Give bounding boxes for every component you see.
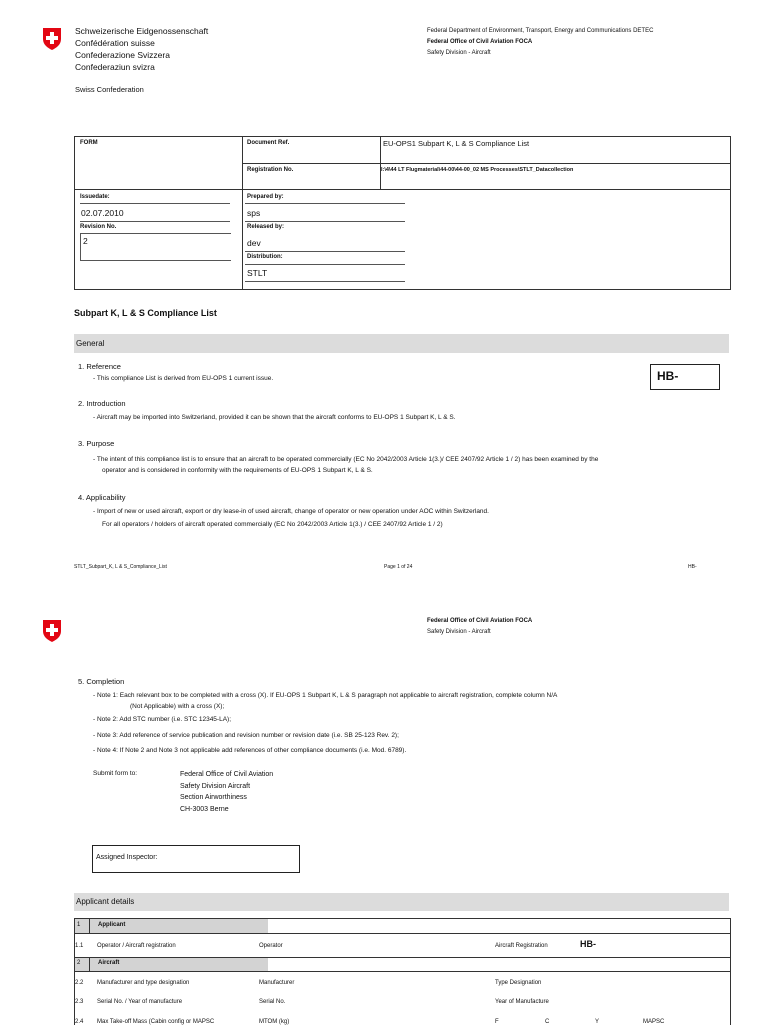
purpose-text-2: operator and is considered in conformity with the requirements of EU-OPS 1 Subpart K, L & S. xyxy=(102,467,373,474)
regno-value: I:\4\44 LT Flugmaterial\44-00\44-00_02 MS Processes\STLT_Datacollection xyxy=(381,167,574,173)
regno-label: Registration No. xyxy=(247,167,294,173)
note-1b: (Not Applicable) with a cross (X); xyxy=(130,703,225,710)
row-2-number: 2 xyxy=(77,960,81,966)
row-2-4-c: C xyxy=(545,1019,550,1025)
issuedate-label: Issuedate: xyxy=(80,194,110,200)
applicant-details-label: Applicant details xyxy=(76,897,135,906)
hb-registration-text: HB- xyxy=(657,369,679,383)
revision-field[interactable] xyxy=(80,233,231,261)
introduction-text: - Aircraft may be imported into Switzerland, provided it can be shown that the aircraft conforms to EU-OPS 1 Subpart K, L & S. xyxy=(93,414,456,421)
confederation-names xyxy=(75,25,208,73)
agency-header-page2 xyxy=(427,616,532,638)
note-4: - Note 4: If Note 2 and Note 3 not applicable add references of other compliance documents (i.e. Mod. 6789). xyxy=(93,747,407,754)
page-title: Subpart K, L & S Compliance List xyxy=(74,308,217,318)
department-name: Federal Department of Environment, Transport, Energy and Communications DETEC xyxy=(427,28,654,34)
assigned-inspector-label: Assigned Inspector: xyxy=(96,854,158,861)
purpose-heading: 3. Purpose xyxy=(78,439,115,448)
row-1-1-number: 1.1 xyxy=(75,943,84,949)
general-bar-label: General xyxy=(76,339,105,348)
revision-value: 2 xyxy=(83,236,88,246)
row-2-3-serial: Serial No. xyxy=(259,999,286,1005)
completion-heading: 5. Completion xyxy=(78,677,125,686)
docref-label: Document Ref. xyxy=(247,140,290,146)
row-2-2-manufacturer: Manufacturer xyxy=(259,980,295,986)
released-value: dev xyxy=(247,238,261,248)
applicant-details-bar xyxy=(74,893,729,911)
confed-line-it: Confederazione Svizzera xyxy=(75,50,170,60)
row-2-4-number: 2.4 xyxy=(75,1019,84,1025)
confed-line-rm: Confederaziun svizra xyxy=(75,62,155,72)
footer-registration: HB- xyxy=(688,564,697,570)
row-1-1-hb: HB- xyxy=(580,939,596,949)
footer-filename: STLT_Subpart_K, L & S_Compliance_List xyxy=(74,564,167,570)
issuedate-value: 02.07.2010 xyxy=(81,208,124,218)
note-2: - Note 2: Add STC number (i.e. STC 12345-LA); xyxy=(93,716,232,723)
prepared-label: Prepared by: xyxy=(247,194,284,200)
confed-line-fr: Confédération suisse xyxy=(75,38,155,48)
form-table xyxy=(74,136,731,290)
division-name: Safety Division - Aircraft xyxy=(427,50,491,56)
released-label: Released by: xyxy=(247,224,285,230)
address-line-4: CH-3003 Berne xyxy=(180,805,229,813)
applicability-text-2: For all operators / holders of aircraft operated commercially (EC No 2042/2003 Article 1(3.) / CEE 2407/92 Article 1 / 2) xyxy=(102,521,443,528)
row-1-1-operator: Operator xyxy=(259,943,283,949)
docref-value: EU-OPS1 Subpart K, L & S Compliance List xyxy=(383,139,530,148)
address-line-2: Safety Division Aircraft xyxy=(180,782,251,790)
applicability-heading: 4. Applicability xyxy=(78,493,126,502)
form-label: FORM xyxy=(80,140,98,146)
swiss-shield-icon xyxy=(42,27,62,51)
row-2-2-type-designation: Type Designation xyxy=(495,980,542,986)
submit-address xyxy=(180,769,273,815)
assigned-inspector-box[interactable] xyxy=(92,845,300,873)
row-2-3-year: Year of Manufacture xyxy=(495,999,549,1005)
note-3: - Note 3: Add reference of service publication and revision number or revision date (i.e. SB 25-123 Rev. 2); xyxy=(93,732,399,739)
prepared-value: sps xyxy=(247,208,261,218)
row-2-2-label: Manufacturer and type designation xyxy=(97,980,190,986)
row-2-4-f: F xyxy=(495,1019,499,1025)
row-2-2-number: 2.2 xyxy=(75,980,84,986)
general-bar xyxy=(74,334,729,353)
applicability-text-1: - Import of new or used aircraft, export or dry lease-in of used aircraft, change of operator or new operation under AOC within Switzerland. xyxy=(93,508,489,515)
office-name-page2: Federal Office of Civil Aviation FOCA xyxy=(427,618,533,624)
address-line-3: Section Airworthiness xyxy=(180,794,247,801)
hb-registration-box[interactable] xyxy=(650,364,720,390)
submit-label: Submit form to: xyxy=(93,770,138,777)
row-2-3-label: Serial No. / Year of manufacture xyxy=(97,999,183,1005)
introduction-heading: 2. Introduction xyxy=(78,399,126,408)
division-name-page2: Safety Division - Aircraft xyxy=(427,629,491,635)
revision-label: Revision No. xyxy=(80,224,117,230)
row-2-4-mapsc: MAPSC xyxy=(643,1019,665,1025)
footer-page-number: Page 1 of 24 xyxy=(384,564,413,570)
row-2-4-mtom: MTOM (kg) xyxy=(259,1019,290,1025)
distribution-value: STLT xyxy=(247,268,268,278)
address-line-1: Federal Office of Civil Aviation xyxy=(180,771,274,778)
distribution-label: Distribution: xyxy=(247,254,283,260)
row-2-title: Aircraft xyxy=(98,960,120,966)
office-name: Federal Office of Civil Aviation FOCA xyxy=(427,39,533,45)
row-1-1-label: Operator / Aircraft registration xyxy=(97,943,176,949)
row-1-title: Applicant xyxy=(98,922,126,928)
swiss-shield-icon-page2 xyxy=(42,619,62,643)
swiss-confederation: Swiss Confederation xyxy=(75,85,144,94)
note-1a: - Note 1: Each relevant box to be completed with a cross (X). If EU-OPS 1 Subpart K, L & S paragraph not applicable to aircraft registration, complete column N/A xyxy=(93,692,558,699)
row-1-number: 1 xyxy=(77,922,81,928)
row-1-1-aircraft-registration: Aircraft Registration xyxy=(495,943,548,949)
confed-line-de: Schweizerische Eidgenossenschaft xyxy=(75,26,209,36)
agency-header xyxy=(427,26,653,59)
applicant-table xyxy=(74,918,731,1025)
reference-heading: 1. Reference xyxy=(78,362,121,371)
row-2-3-number: 2.3 xyxy=(75,999,84,1005)
row-2-4-y: Y xyxy=(595,1019,600,1025)
reference-text: - This compliance List is derived from EU-OPS 1 current issue. xyxy=(93,375,274,382)
purpose-text-1: - The intent of this compliance list is to ensure that an aircraft to be operated commercially (EC No 2042/2003 Article 1(3.)/ CEE 2407/92 Article 1 / 2) has been examined by the xyxy=(93,456,599,463)
row-2-4-label: Max Take-off Mass (Cabin config or MAPSC xyxy=(97,1019,215,1025)
